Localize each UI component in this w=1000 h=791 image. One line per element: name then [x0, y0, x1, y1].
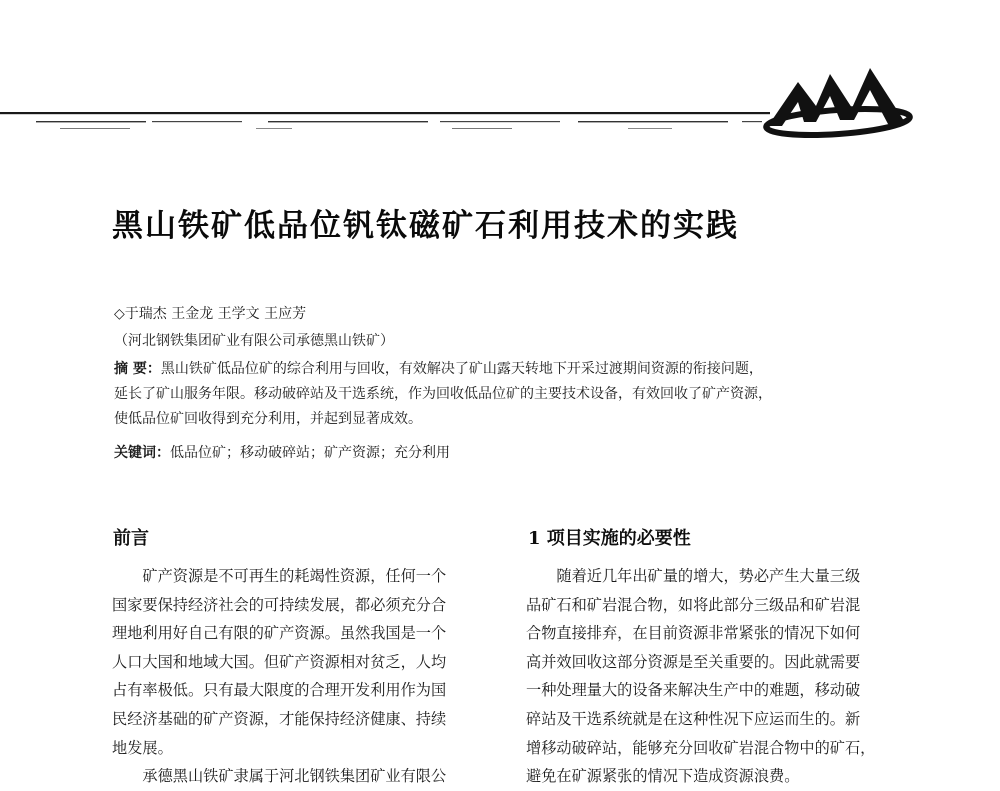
body-line: 品矿石和矿岩混合物，如将此部分三级品和矿岩混 — [526, 595, 861, 614]
body-line: 矿产资源是不可再生的耗竭性资源，任何一个 — [112, 567, 447, 585]
body-column-left — [112, 562, 502, 791]
body-line: 随着近几年出矿量的增大，势必产生大量三级 — [526, 567, 861, 585]
article-title: 黑山铁矿低品位钒钛磁矿石利用技术的实践 — [112, 208, 739, 244]
keywords-label: 关键词： — [114, 445, 170, 461]
keywords — [114, 442, 914, 462]
body-line: 一种处理量大的设备来解决生产中的难题，移动破 — [526, 681, 861, 700]
mountain-peaks-logo-icon — [760, 62, 916, 148]
body-line: 碎站及干选系统就是在这种性况下应运而生的。新 — [526, 709, 861, 728]
body-line: 高并效回收这部分资源是至关重要的。因此就需要 — [526, 652, 861, 671]
abstract-line: 黑山铁矿低品位矿的综合利用与回收，有效解决了矿山露天转地下开采过渡期间资源的衔接问题， — [160, 361, 763, 377]
abstract — [114, 357, 914, 432]
section-heading-preface: 前言 — [113, 528, 149, 549]
author-list: ◇于瑞杰 王金龙 王学文 王应芳 — [114, 306, 307, 322]
abstract-line: 使低品位矿回收得到充分利用，并起到显著成效。 — [114, 411, 422, 427]
abstract-label: 摘 要： — [114, 361, 161, 377]
body-column-right — [526, 562, 916, 791]
body-line: 地发展。 — [112, 738, 173, 757]
body-line: 人口大国和地域大国。但矿产资源相对贫乏，人均 — [112, 652, 447, 671]
affiliation: （河北钢铁集团矿业有限公司承德黑山铁矿） — [114, 333, 394, 349]
abstract-line: 延长了矿山服务年限。移动破碎站及干选系统，作为回收低品位矿的主要技术设备，有效回收了矿产资源， — [114, 386, 772, 402]
body-line: 增移动破碎站，能够充分回收矿岩混合物中的矿石， — [526, 738, 876, 757]
section-heading-necessity: 1 项目实施的必要性 — [528, 528, 691, 549]
body-line: 避免在矿源紧张的情况下造成资源浪费。 — [526, 767, 800, 786]
body-line: 合物直接排弃，在目前资源非常紧张的情况下如何 — [526, 624, 861, 643]
body-line: 国家要保持经济社会的可持续发展，都必须充分合 — [112, 595, 447, 614]
body-line: 理地利用好自己有限的矿产资源。虽然我国是一个 — [112, 624, 447, 643]
keywords-value: 低品位矿；移动破碎站；矿产资源；充分利用 — [170, 445, 450, 461]
body-line: 占有率极低。只有最大限度的合理开发利用作为国 — [112, 681, 447, 700]
body-line: 承德黑山铁矿隶属于河北钢铁集团矿业有限公 — [112, 767, 447, 786]
body-line: 民经济基础的矿产资源，才能保持经济健康、持续 — [112, 709, 447, 728]
